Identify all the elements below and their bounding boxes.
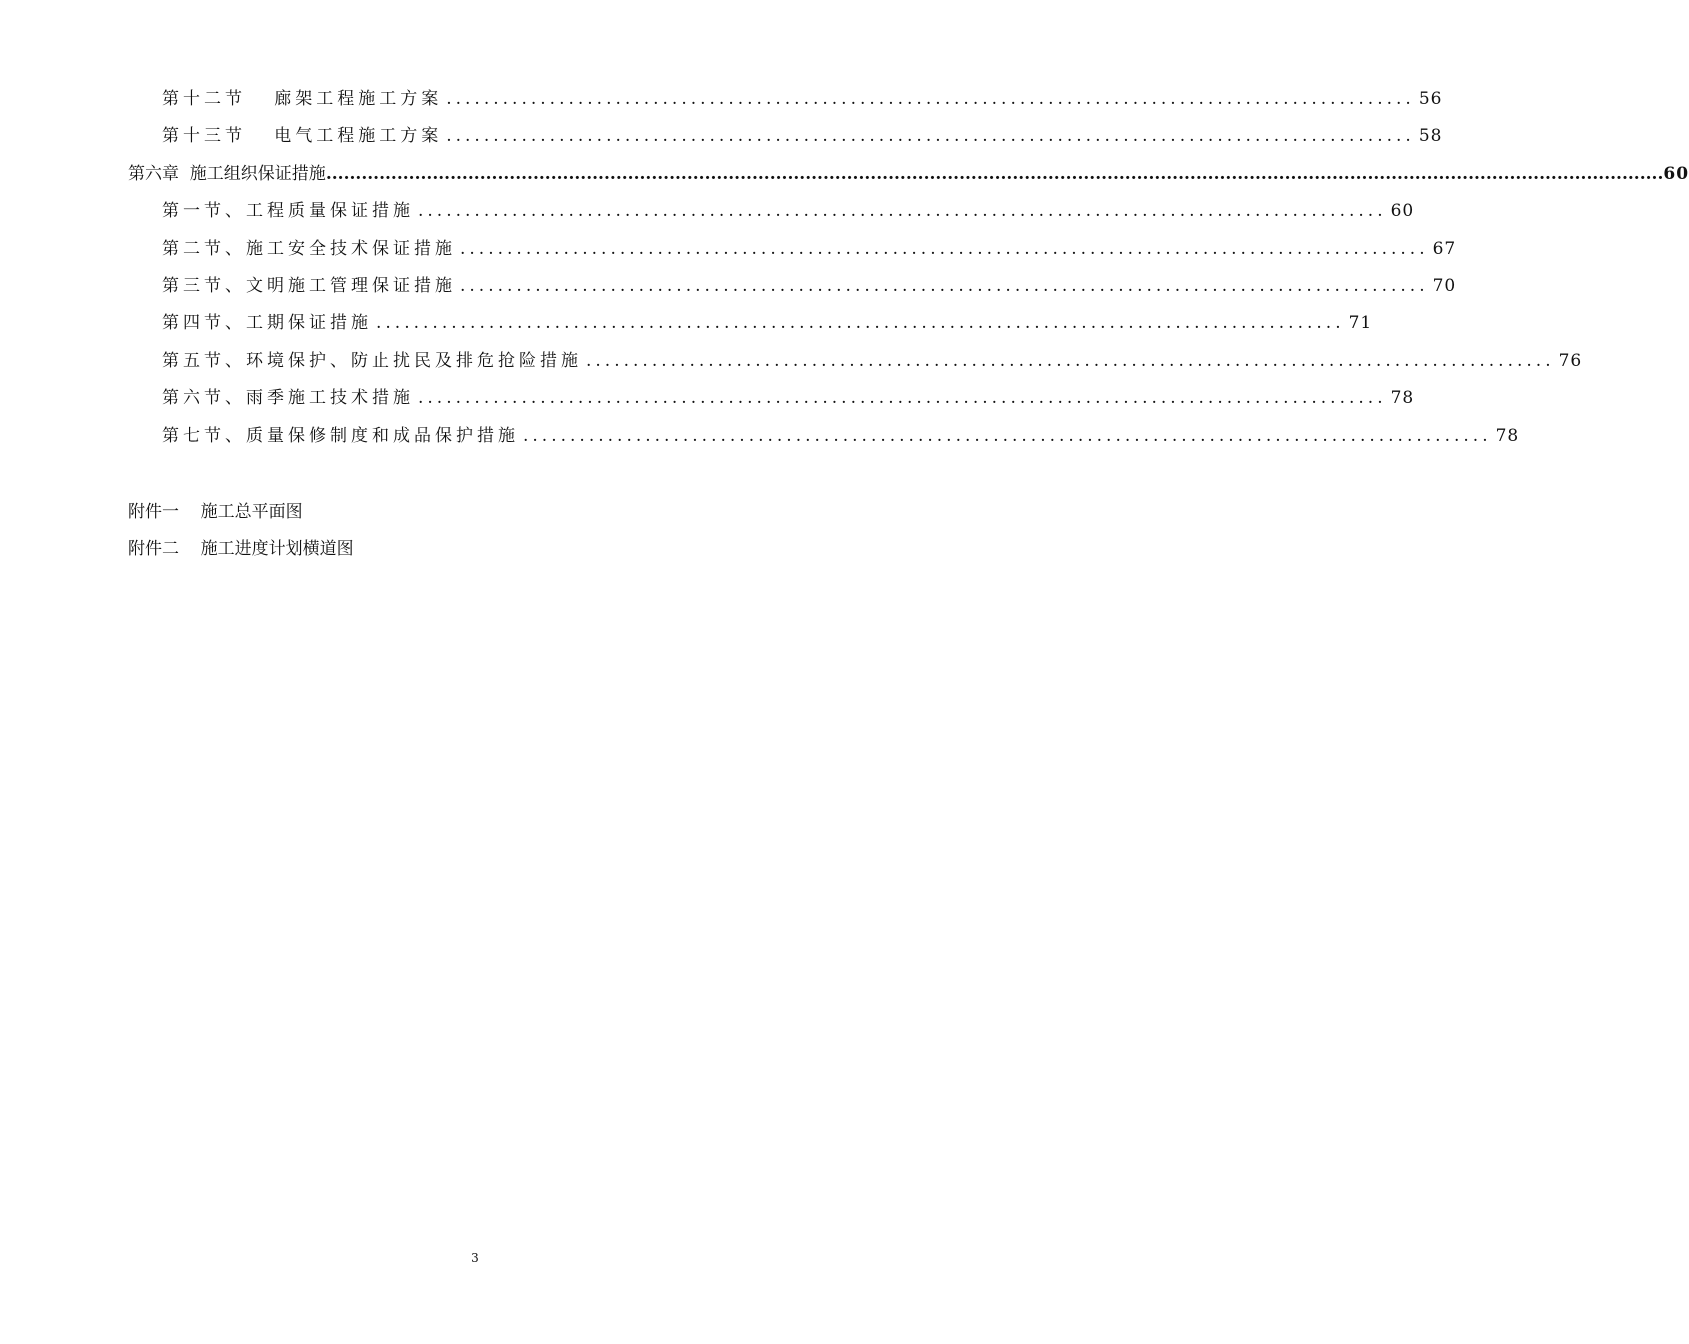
toc-entry-label: 第六节、雨季施工技术措施 (162, 388, 414, 409)
toc-entry[interactable] (128, 271, 1457, 308)
attachments-list (128, 497, 728, 572)
toc-entry-label: 第三节、文明施工管理保证措施 (162, 275, 456, 296)
toc-entry-label: 第一节、工程质量保证措施 (162, 201, 414, 222)
toc-entry[interactable] (128, 84, 1443, 121)
dot-leader: ....................................................................................................... (523, 425, 1492, 446)
toc-entry-label: 第二节、施工安全技术保证措施 (162, 238, 456, 259)
toc-entry[interactable] (128, 234, 1457, 271)
toc-entry-page: 71 (1348, 313, 1373, 334)
dot-leader: ....................................................................................................... (418, 388, 1387, 409)
toc-entry-page: 70 (1432, 275, 1457, 296)
dot-leader: ....................................................................................................... (446, 89, 1415, 109)
toc-entry-page: 67 (1432, 238, 1457, 259)
toc-entry-label: 第五节、环境保护、防止扰民及排危抢险措施 (162, 350, 582, 371)
toc-chapter-entry[interactable] (128, 159, 1689, 196)
toc-entry[interactable] (128, 308, 1373, 345)
toc-entry-page: 76 (1558, 350, 1583, 371)
dot-leader: ....................................................................................................... (376, 313, 1345, 334)
toc-entry[interactable] (128, 421, 1520, 458)
toc-entry-page: 78 (1390, 388, 1415, 409)
toc-entry-label: 第七节、质量保修制度和成品保护措施 (162, 425, 519, 446)
dot-leader: ....................................................................................................... (418, 201, 1387, 222)
dot-leader: ....................................................................................................... (586, 350, 1555, 371)
dot-leader: ....................................................................................................... (460, 238, 1429, 259)
toc-entry-label: 第四节、工期保证措施 (162, 313, 372, 334)
toc-entry[interactable] (128, 196, 1415, 233)
toc-entry-label: 第十二节 廊架工程施工方案 (162, 89, 443, 109)
toc-entry[interactable] (128, 346, 1583, 383)
toc-entry-page: 78 (1495, 425, 1520, 446)
toc-entry-page: 56 (1418, 89, 1443, 109)
toc-entry-page: 58 (1418, 126, 1443, 147)
dot-leader: ....................................................................................................... (446, 126, 1415, 147)
toc-chapter-page: 60 (1663, 163, 1689, 184)
dot-leader: .................................................................................................................................................................................................................................. (325, 163, 1664, 184)
toc-entry[interactable] (128, 383, 1415, 420)
toc-entry-page: 60 (1390, 201, 1415, 222)
attachment-item[interactable]: 附件一 施工总平面图 (128, 502, 303, 522)
dot-leader: ....................................................................................................... (460, 275, 1429, 296)
attachment-item[interactable]: 附件二 施工进度计划横道图 (128, 539, 354, 560)
toc-entry[interactable] (128, 121, 1443, 158)
page-number: 3 (471, 1251, 479, 1265)
toc-entry-label: 第十三节 电气工程施工方案 (162, 126, 443, 147)
table-of-contents (128, 84, 1689, 458)
toc-chapter-label: 第六章 施工组织保证措施 (128, 163, 326, 184)
